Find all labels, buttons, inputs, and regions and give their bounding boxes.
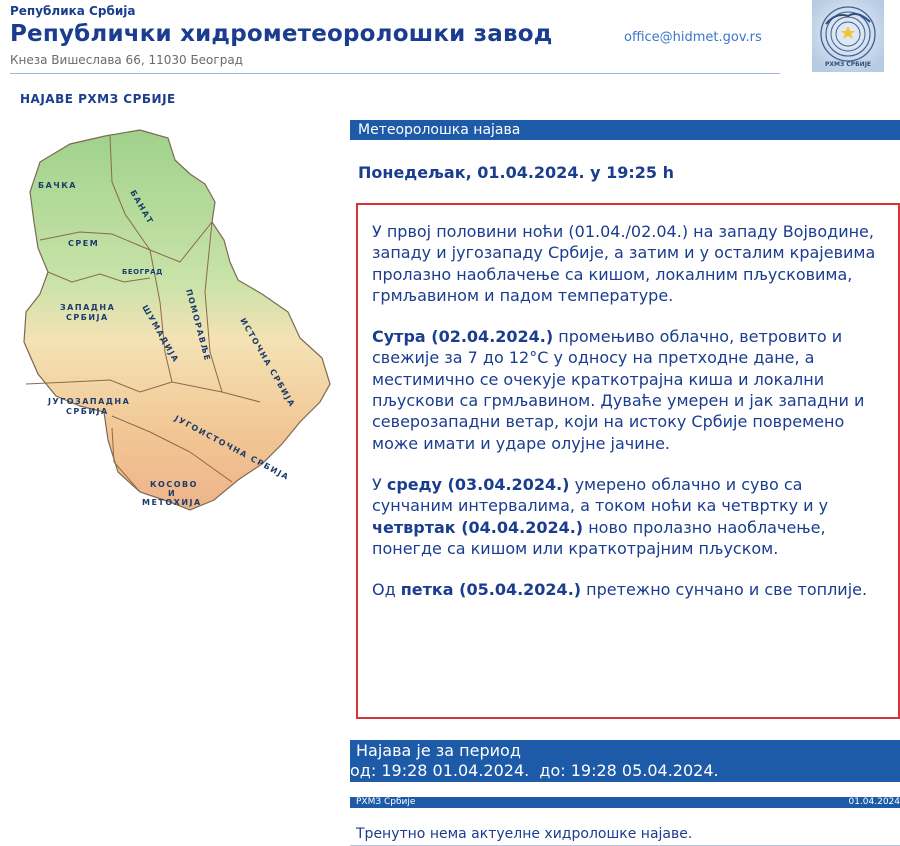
address-text: Кнеза Вишеслава 66, 11030 Београд	[10, 53, 243, 67]
region-pomoravlje[interactable]: ПОМОРАВЉЕ	[184, 288, 213, 363]
p3-text-a: У	[372, 474, 387, 494]
region-kosovo-2[interactable]: И	[168, 489, 177, 498]
forecast-box	[356, 203, 900, 719]
hydro-header-bar	[350, 797, 900, 808]
logo-text: РХМЗ СРБИЈЕ	[824, 61, 872, 68]
period-label: Најава је за период	[356, 741, 521, 760]
period-range: од: 19:28 01.04.2024. до: 19:28 05.04.2024.	[350, 761, 719, 780]
header-divider	[10, 73, 780, 74]
region-jugozapadna-1[interactable]: ЈУГОЗАПАДНА	[48, 397, 131, 406]
period-bar	[350, 740, 900, 782]
region-banat[interactable]: БАНАТ	[128, 188, 156, 227]
region-zapadna-1[interactable]: ЗАПАДНА	[60, 303, 116, 312]
rhmz-logo[interactable]	[812, 0, 884, 72]
region-jugoistocna[interactable]: ЈУГОИСТОЧНА СРБИЈА	[173, 413, 291, 483]
p4-text-a: Од	[372, 580, 401, 600]
region-kosovo-1[interactable]: КОСОВО	[150, 480, 198, 489]
p4-text-c: претежно сунчано и све топлије.	[581, 580, 868, 600]
region-backa[interactable]: БАЧКА	[38, 181, 77, 190]
p3-text-c: умерено облачно и суво са сунчаним интервалима, а током ноћи ка четвртку и у	[372, 474, 829, 516]
page-header	[0, 0, 900, 80]
region-kosovo-3[interactable]: МЕТОХИЈА	[142, 498, 202, 507]
region-istocna[interactable]: ИСТОЧНА СРБИЈА	[238, 316, 297, 410]
forecast-datetime: Понедељак, 01.04.2024. у 19:25 h	[358, 163, 674, 182]
forecast-header-bar: Метеоролошка најава	[350, 120, 900, 140]
region-beograd[interactable]: БЕОГРАД	[122, 268, 163, 276]
email-link[interactable]: office@hidmet.gov.rs	[624, 30, 762, 45]
country-label: Република Србија	[10, 4, 136, 18]
forecast-paragraph-1: У првој половини ноћи (01.04./02.04.) на западу Војводине, западу и југозападу Србије, а затим и у осталим крајевима пролазно наоблачење са кишом, локалним пљусковима, грмљавином и падом температуре.	[372, 222, 876, 305]
serbia-regions-map[interactable]	[0, 122, 345, 522]
forecast-paragraph-4	[372, 579, 886, 600]
forecast-paragraph-2	[372, 326, 886, 454]
wednesday-bold: среду (03.04.2024.)	[386, 474, 570, 494]
forecast-paragraph-3	[372, 474, 886, 559]
tomorrow-text: промењиво облачно, ветровито и свежије за 7 до 12°C у односу на претходне дане, а местимично се очекује краткотрајна киша и локални пљускови са грмљавином. Дуваће умерен и јак западни и северозападни ветар, који на истоку Србије повремено може имати и ударе олујне јачине.	[372, 327, 865, 453]
region-sumadija[interactable]: ШУМАДИЈА	[140, 303, 181, 365]
thursday-bold: четвртак (04.04.2024.)	[372, 517, 584, 537]
institution-title[interactable]: Републички хидрометеоролошки завод	[10, 21, 553, 47]
tomorrow-bold: Сутра (02.04.2024.)	[372, 327, 554, 347]
hydro-status-text: Тренутно нема актуелне хидролошке најаве.	[356, 826, 693, 842]
friday-bold: петка (05.04.2024.)	[400, 580, 582, 600]
hydro-date: 01.04.2024	[848, 797, 900, 807]
region-zapadna-2[interactable]: СРБИЈА	[66, 313, 109, 322]
hydro-source: РХМЗ Србије	[356, 797, 416, 807]
p3-text-d: ново пролазно наоблачење, понегде са кишом или краткотрајним пљуском.	[372, 517, 826, 558]
region-srem[interactable]: СРЕМ	[68, 239, 100, 248]
section-title[interactable]: НАЈАВЕ РХМЗ СРБИЈЕ	[20, 92, 176, 106]
region-jugozapadna-2[interactable]: СРБИЈА	[66, 407, 109, 416]
